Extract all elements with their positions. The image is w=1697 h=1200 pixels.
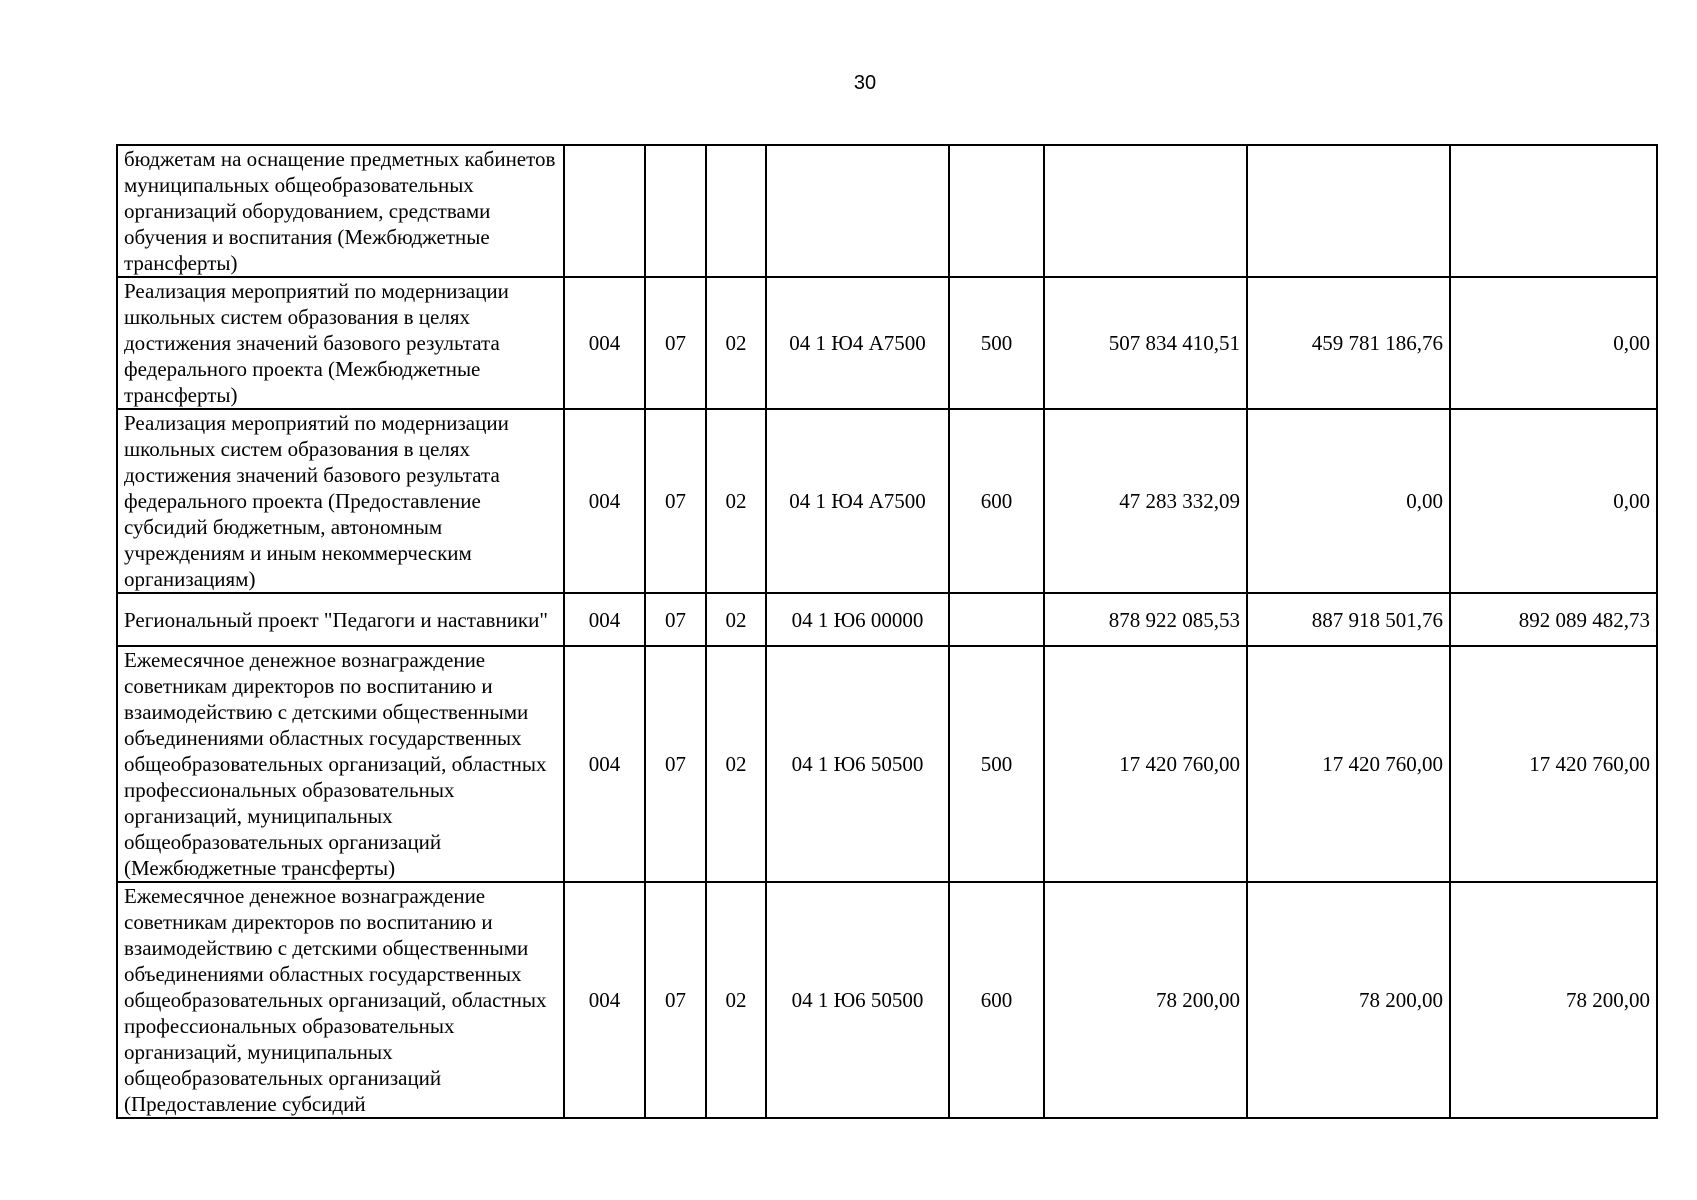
sum-year3-cell: 892 089 482,73 bbox=[1450, 593, 1657, 646]
sum-year3-cell: 17 420 760,00 bbox=[1450, 646, 1657, 882]
subsection-cell: 02 bbox=[706, 409, 766, 593]
section-cell: 07 bbox=[645, 409, 706, 593]
sum-year3-cell: 0,00 bbox=[1450, 277, 1657, 409]
table-row bbox=[117, 145, 1657, 277]
expense-type-cell: 500 bbox=[949, 646, 1044, 882]
table-row bbox=[117, 882, 1657, 1118]
sum-year2-cell: 78 200,00 bbox=[1247, 882, 1450, 1118]
row-name-cell: Реализация мероприятий по модернизации школьных систем образования в целях достижения значений базового результата федерального проекта (Предоставление субсидий бюджетным, автономным учреждениям и иным некоммерческим организациям) bbox=[117, 409, 564, 593]
sum-year2-cell: 887 918 501,76 bbox=[1247, 593, 1450, 646]
page-number: 30 bbox=[853, 72, 877, 94]
sum-year3-cell: 0,00 bbox=[1450, 409, 1657, 593]
grbs-cell: 004 bbox=[564, 882, 645, 1118]
section-cell: 07 bbox=[645, 277, 706, 409]
budget-table bbox=[116, 144, 1658, 1119]
sum-year1-cell: 878 922 085,53 bbox=[1044, 593, 1247, 646]
expense-type-cell: 600 bbox=[949, 409, 1044, 593]
expense-type-cell: 500 bbox=[949, 277, 1044, 409]
table-row bbox=[117, 277, 1657, 409]
row-name-cell: Реализация мероприятий по модернизации школьных систем образования в целях достижения значений базового результата федерального проекта (Межбюджетные трансферты) bbox=[117, 277, 564, 409]
target-article-cell bbox=[766, 145, 949, 277]
row-name-cell: Региональный проект "Педагоги и наставники" bbox=[117, 593, 564, 646]
section-cell: 07 bbox=[645, 646, 706, 882]
sum-year1-cell: 78 200,00 bbox=[1044, 882, 1247, 1118]
subsection-cell: 02 bbox=[706, 882, 766, 1118]
sum-year2-cell: 17 420 760,00 bbox=[1247, 646, 1450, 882]
expense-type-cell: 600 bbox=[949, 882, 1044, 1118]
grbs-cell: 004 bbox=[564, 409, 645, 593]
grbs-cell: 004 bbox=[564, 646, 645, 882]
section-cell: 07 bbox=[645, 882, 706, 1118]
target-article-cell: 04 1 Ю4 А7500 bbox=[766, 409, 949, 593]
subsection-cell: 02 bbox=[706, 277, 766, 409]
grbs-cell bbox=[564, 145, 645, 277]
sum-year2-cell: 0,00 bbox=[1247, 409, 1450, 593]
expense-type-cell bbox=[949, 593, 1044, 646]
expense-type-cell bbox=[949, 145, 1044, 277]
target-article-cell: 04 1 Ю4 А7500 bbox=[766, 277, 949, 409]
table-row bbox=[117, 646, 1657, 882]
sum-year1-cell: 47 283 332,09 bbox=[1044, 409, 1247, 593]
sum-year1-cell: 507 834 410,51 bbox=[1044, 277, 1247, 409]
subsection-cell: 02 bbox=[706, 646, 766, 882]
sum-year1-cell bbox=[1044, 145, 1247, 277]
row-name-cell: бюджетам на оснащение предметных кабинетов муниципальных общеобразовательных организаций оборудованием, средствами обучения и воспитания (Межбюджетные трансферты) bbox=[117, 145, 564, 277]
target-article-cell: 04 1 Ю6 50500 bbox=[766, 646, 949, 882]
sum-year2-cell: 459 781 186,76 bbox=[1247, 277, 1450, 409]
target-article-cell: 04 1 Ю6 50500 bbox=[766, 882, 949, 1118]
grbs-cell: 004 bbox=[564, 593, 645, 646]
row-name-cell: Ежемесячное денежное вознаграждение советникам директоров по воспитанию и взаимодействию с детскими общественными объединениями областных государственных общеобразовательных организаций, областных профессиональных образовательных организаций, муниципальных общеобразовательных организаций (Межбюджетные трансферты) bbox=[117, 646, 564, 882]
subsection-cell bbox=[706, 145, 766, 277]
sum-year3-cell: 78 200,00 bbox=[1450, 882, 1657, 1118]
section-cell bbox=[645, 145, 706, 277]
sum-year2-cell bbox=[1247, 145, 1450, 277]
table-row bbox=[117, 409, 1657, 593]
section-cell: 07 bbox=[645, 593, 706, 646]
table-row bbox=[117, 593, 1657, 646]
sum-year3-cell bbox=[1450, 145, 1657, 277]
subsection-cell: 02 bbox=[706, 593, 766, 646]
target-article-cell: 04 1 Ю6 00000 bbox=[766, 593, 949, 646]
row-name-cell: Ежемесячное денежное вознаграждение советникам директоров по воспитанию и взаимодействию с детскими общественными объединениями областных государственных общеобразовательных организаций, областных профессиональных образовательных организаций, муниципальных общеобразовательных организаций (Предоставление субсидий bbox=[117, 882, 564, 1118]
sum-year1-cell: 17 420 760,00 bbox=[1044, 646, 1247, 882]
grbs-cell: 004 bbox=[564, 277, 645, 409]
